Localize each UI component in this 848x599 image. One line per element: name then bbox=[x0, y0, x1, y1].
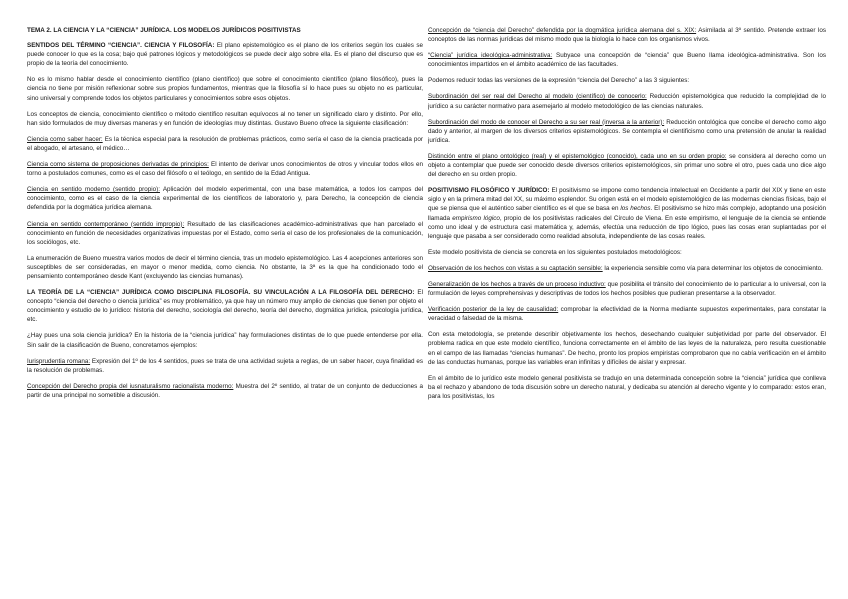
paragraph-text: Expresión del 1º de los 4 sentidos, pues se trata de una actividad sujeta a reglas, de un saber hacer, cuya finalidad es la resolución de problemas. bbox=[27, 357, 423, 374]
paragraph: En el ámbito de lo jurídico este modelo general positivista se tradujo en una determinada concepción sobre la “ciencia” jurídica que conlleva ba el rechazo y abandono de toda discusión sobre un derecho natural, y dedicaba su atención al derecho vigente y lo comparado: estos eran, para los positivistas, los bbox=[428, 374, 826, 400]
paragraph-text: que posibilita el tránsito del conocimiento de lo particular a lo universal, con la formulación de leyes comprehensivas y descriptivas de todos los hechos posibles que pudieran presentarse a la observador. bbox=[428, 280, 826, 298]
paragraph-text: , propio de los positivistas radicales del Círculo de Viena. En este empirismo, el lenguaje de la ciencia se entiende como uno ideal y de estructura casi matemática y, además, efectúa una reducción de tipo lógico, pues las cosas eran suplantadas por el lenguaje que pasaba a ser considerado como realidad absoluta, independiente de las cosas reales. bbox=[428, 214, 826, 240]
term-heading: Verificación posterior de la ley de causalidad: bbox=[428, 306, 559, 314]
paragraph-text: El concepto “ciencia del derecho o ciencia jurídica” es muy problemático, ya que hay un número muy amplio de ciencias que tienen por objeto el conocimiento y estudio de lo jurídico: historia del derecho, sociología del derecho, teoría del derecho, dogmática jurídica, psicología jurídica, etc. bbox=[27, 289, 423, 324]
paragraph bbox=[27, 185, 423, 212]
term-heading: Iurisprudentia romana: bbox=[27, 357, 91, 365]
term-heading: Concepción del Derecho propia del iusnaturalismo racionalista moderno: bbox=[27, 382, 234, 390]
paragraph-text: . El positivismo se hizo más complejo, adoptando una posición llamada bbox=[428, 205, 826, 222]
paragraph bbox=[27, 160, 423, 178]
left-column bbox=[27, 26, 423, 596]
paragraph-text: El positivismo se impone como tendencia intelectual en Occidente a partir del XIX y tiene en este siglo y en la primera mitad del XX, su máximo esplendor. Su origen está en el modelo epistemológico de las modernas ciencias físicas, bajo el que se piensa que el auténtico saber científico es el que se basa en bbox=[428, 187, 826, 213]
paragraph bbox=[428, 280, 826, 298]
term-heading: Generalización de los hechos a través de un proceso inductivo: bbox=[428, 280, 606, 288]
term-heading: Observación de los hechos con vistas a su captación sensible: bbox=[428, 264, 603, 272]
paragraph: Este modelo positivista de ciencia se concreta en los siguientes postulados metodológicos: bbox=[428, 248, 682, 256]
italic-term: empirismo lógico bbox=[452, 214, 500, 222]
term-heading: Subordinación del ser real del Derecho al modelo (científico) de conocerlo: bbox=[428, 93, 647, 101]
paragraph: ¿Hay pues una sola ciencia jurídica? En la historia de la “ciencia jurídica” hay formulaciones distintas de lo que puede entenderse por ella. Sin salir de la clasificación de Bueno, concretamos ejemplos: bbox=[27, 332, 423, 349]
paragraph-text: Resultado de las clasificaciones académico-administrativas que han parcelado el conocimiento en función de necesidades organizativas impuestas por el Estado, como sería el caso de los profesionales de la comunicación, los sociólogos, etc. bbox=[27, 220, 423, 246]
paragraph bbox=[428, 152, 826, 179]
right-column bbox=[428, 26, 826, 596]
paragraph bbox=[428, 92, 826, 110]
paragraph-text: Aplicación del modelo experimental, con una base matemática, a todos los campos del conocimiento, como es el caso de la ciencia experimental de los científicos de laboratorio y, para Derecho, la concepción de ciencia defendida por la dogmática jurídica alemana. bbox=[27, 186, 423, 212]
paragraph-text: comprobar la efectividad de la Norma mediante supuestos experimentales, para constatar la veracidad o falsedad de la misma. bbox=[428, 306, 826, 323]
term-heading: Concepción de “ciencia del Derecho” defendida por la dogmática jurídica alemana del s. XIX: bbox=[428, 27, 697, 34]
section-heading: POSITIVISMO FILOSÓFICO Y JURÍDICO: bbox=[428, 187, 550, 195]
paragraph-text: El plano epistemológico es el plano de los criterios según los cuales se puede conocer lo que es la cosa; bajo qué patrones lógicos y metodológicos se puede decir algo sobre ella. Es el plano del discurso que es propio de la teoría del conocimiento. bbox=[27, 42, 423, 68]
paragraph bbox=[428, 264, 826, 273]
term-heading: Subordinación del modo de conocer el Derecho a su ser real (inversa a la anterior): bbox=[428, 118, 665, 126]
paragraph-text: El intento de derivar unos conocimientos de otros y vincular todos ellos en torno a postulados comunes, como es el caso del filósofo o el teólogo, en sentido de la Edad Antigua. bbox=[27, 161, 423, 178]
paragraph: Con esta metodología, se pretende describir objetivamente los hechos, desechando cualquier subjetividad por parte del observador. El problema radica en que este modelo científico, funciona correctamente en el ámbito de las leyes de la naturaleza, pero resulta cuestionable en el campo de las llamadas “ciencias humanas”. De hecho, pronto los propios empiristas comprobaron que no cabía verificación en el ámbito de las conductas humanas, porque las variables eran infinitas y difíciles de aislar y expresar. bbox=[428, 331, 826, 366]
paragraph: Los conceptos de ciencia, conocimiento científico o método científico resultan equívocos al no tener un significado claro y distinto. Por ello, han sido formulados de muy diversas maneras y en función de ideologías muy distintas. Gustavo Bueno ofrece la siguiente clasificación: bbox=[27, 110, 423, 127]
term-heading: Ciencia como sistema de proposiciones derivadas de principios: bbox=[27, 161, 209, 169]
paragraph: Podemos reducir todas las versiones de la expresión “ciencia del Derecho” a las 3 siguientes: bbox=[428, 77, 690, 85]
paragraph-text: Reducción ontológica que concibe el derecho como algo dado y anterior, al margen de los diversos criterios epistemológicos. Se contempla el cientificismo como una pretensión de anular la realidad jurídica. bbox=[428, 118, 826, 144]
paragraph bbox=[428, 186, 826, 241]
italic-term: los hechos bbox=[620, 205, 651, 213]
section-heading: LA TEORÍA DE LA “CIENCIA” JURÍDICA COMO DISCIPLINA FILOSOFÍA. SU VINCULACIÓN A LA FILOSOFÍA DEL DERECHO: bbox=[27, 289, 415, 297]
paragraph bbox=[27, 288, 423, 324]
paragraph-text: Es la técnica especial para la resolución de problemas prácticos, como sería el caso de la ciencia practicada por el abogado, el artesano, el médico… bbox=[27, 135, 423, 152]
page-title: TEMA 2. LA CIENCIA Y LA “CIENCIA” JURÍDICA. LOS MODELOS JURÍDICOS POSITIVISTAS bbox=[27, 27, 301, 34]
paragraph bbox=[27, 135, 423, 153]
paragraph-text: Reducción epistemológica que reducido la complejidad de lo jurídico a su carácter normativo para asemejarlo al modelo metodológico de las ciencias naturales. bbox=[428, 93, 826, 110]
term-heading: Ciencia en sentido moderno (sentido propio): bbox=[27, 186, 160, 194]
paragraph bbox=[27, 220, 423, 247]
term-heading: Ciencia como saber hacer: bbox=[27, 135, 103, 143]
term-heading: Distinción entre el plano ontológico (real) y el epistemológico (conocido), cada uno en su orden propio: bbox=[428, 152, 727, 160]
term-heading: “Ciencia” jurídica ideológica-administrativa: bbox=[428, 52, 553, 60]
paragraph bbox=[428, 26, 826, 44]
paragraph-text: Subyace una concepción de “ciencia” que Bueno llama ideológica-administrativa. Son los conocimientos impartidos en el ámbito académico de las facultades. bbox=[428, 52, 826, 69]
section-heading: SENTIDOS DEL TÉRMINO “CIENCIA”. CIENCIA Y FILOSOFÍA: bbox=[27, 42, 215, 50]
paragraph-text: Muestra del 2º sentido, al tratar de un conjunto de deducciones a partir de una principal no sometible a discusión. bbox=[27, 382, 423, 399]
paragraph bbox=[428, 305, 826, 323]
paragraph: No es lo mismo hablar desde el conocimiento científico (plano científico) que sobre el conocimiento científico (plano filosófico), pues la ciencia no tiene por misión reflexionar sobre sus propios fundamentos, mientras que la filosofía sí lo hace pues su objeto no es particular, sino universal y comprende todos los objetos particulares y conocimientos sobre esos objetos. bbox=[27, 76, 423, 102]
paragraph bbox=[428, 118, 826, 145]
paragraph bbox=[428, 51, 826, 69]
paragraph-text: Asimilada al 3º sentido. Pretende extraer los conceptos de las normas jurídicas del mismo modo que la biología lo hace con los organismos vivos. bbox=[428, 27, 826, 44]
paragraph bbox=[27, 382, 423, 400]
paragraph-text: se considera al derecho como un objeto a contemplar que puede ser conocido desde diversos criterios epistemológicos, sin primar uno sobre el otro, pues cada uno dice algo del derecho en su orden propio. bbox=[428, 152, 826, 179]
term-heading: Ciencia en sentido contemporáneo (sentido impropio): bbox=[27, 220, 185, 228]
paragraph bbox=[27, 357, 423, 375]
paragraph: La enumeración de Bueno muestra varios modos de decir el término ciencia, tras un modelo epistemológico. Las 4 acepciones anteriores son susceptibles de ser consideradas, en mayor o menor medida, como ciencia. No obstante, la 3ª es la que ha condicionado todo el pensamiento contemporáneo desde Kant (excluyendo las ciencias humanas). bbox=[27, 254, 423, 280]
paragraph bbox=[27, 41, 423, 68]
paragraph-text: la experiencia sensible como vía para determinar los objetos de conocimiento. bbox=[602, 264, 823, 272]
